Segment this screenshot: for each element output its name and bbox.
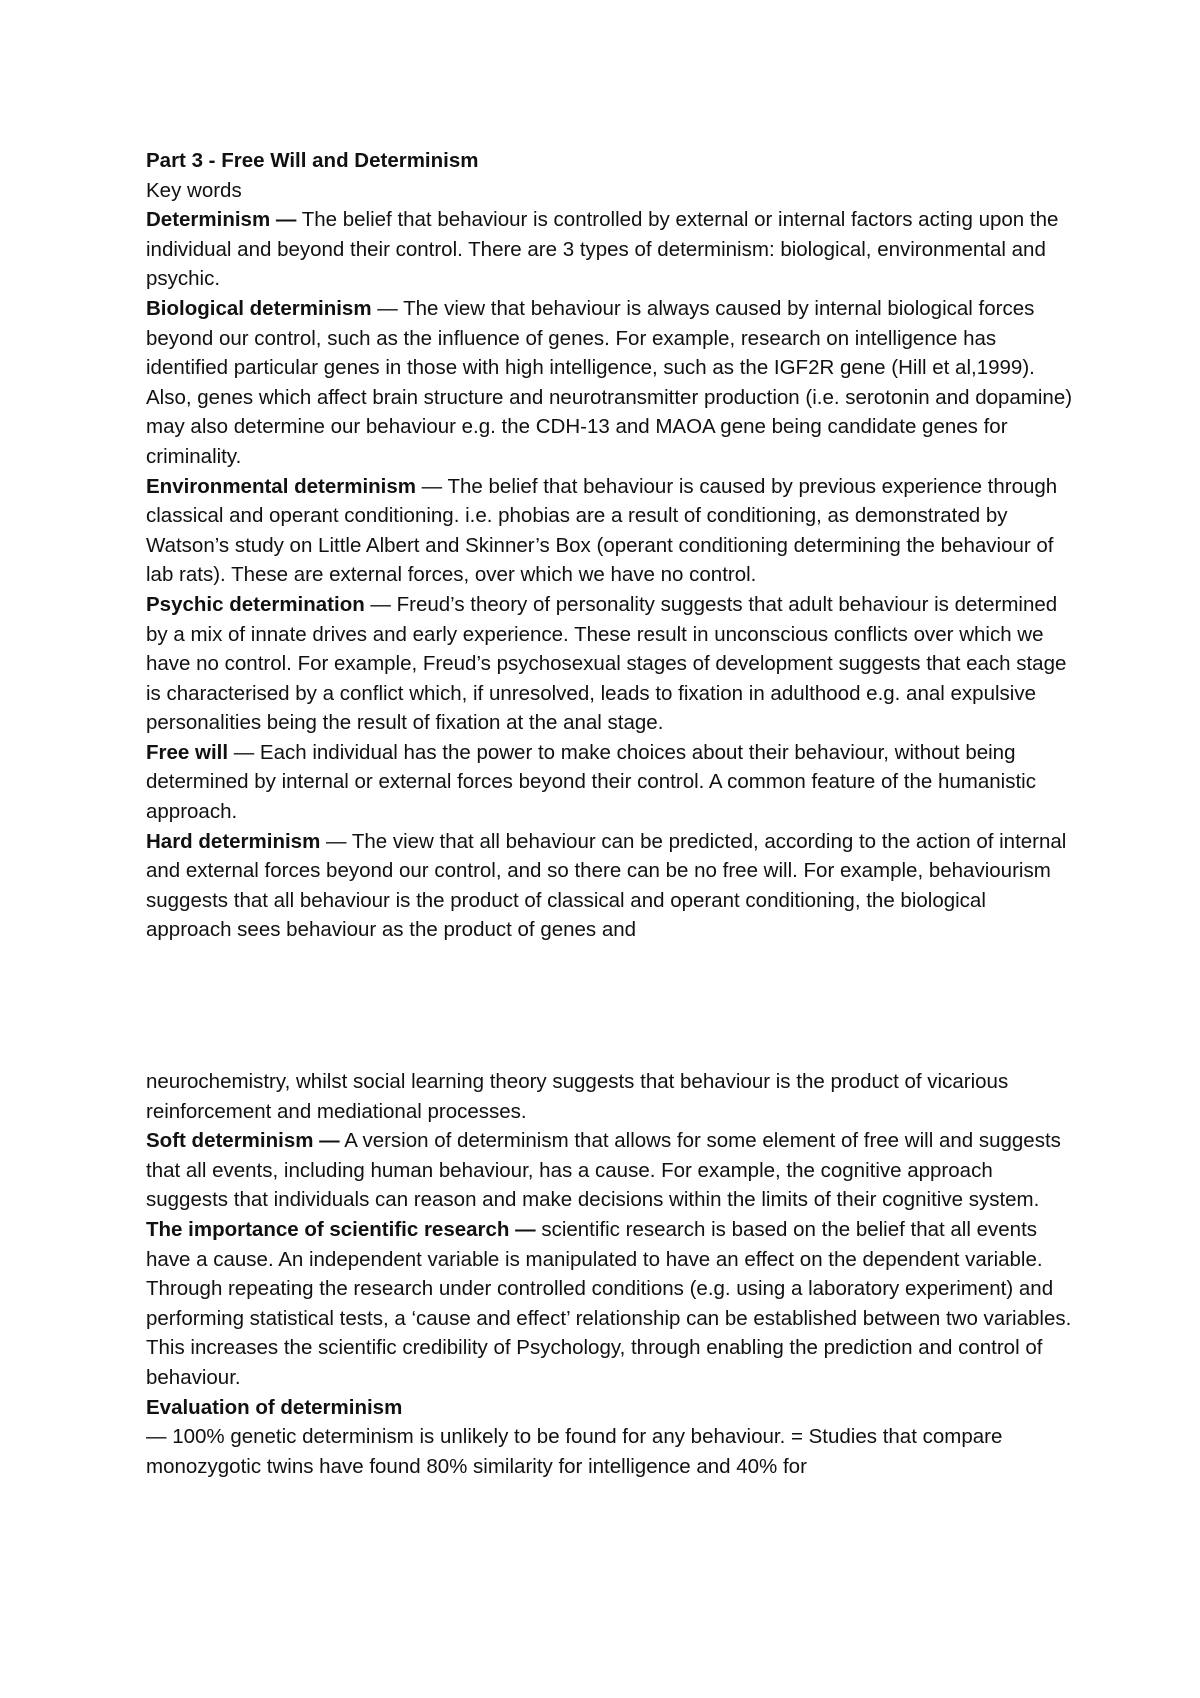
document-page [146, 146, 1076, 1481]
page-break-gap [146, 945, 1076, 1067]
entry-text: — The view that behaviour is always caused by internal biological forces beyond our control, such as the influence of genes. For example, research on intelligence has identified particular genes in those with high intelligence, such as the IGF2R gene (Hill et al,1999). Also, genes which affect brain structure and neurotransmitter production (i.e. serotonin and dopamine) may also determine our behaviour e.g. the CDH-13 and MAOA gene being candidate genes for criminality. [146, 296, 1073, 468]
entry-text: A version of determinism that allows for some element of free will and suggests that all events, including human behaviour, has a cause. For example, the cognitive approach suggests that individuals can reason and make decisions within the limits of their cognitive system. [146, 1129, 1061, 1212]
entry-term: Determinism — [146, 208, 297, 232]
evaluation-heading: Evaluation of determinism [146, 1395, 403, 1419]
entry-soft-determinism [146, 1126, 1076, 1215]
evaluation-text: — 100% genetic determinism is unlikely to be found for any behaviour. = Studies that compare monozygotic twins have found 80% similarity for intelligence and 40% for [146, 1425, 1003, 1478]
entry-text: — The belief that behaviour is caused by previous experience through classical and operant conditioning. i.e. phobias are a result of conditioning, as demonstrated by Watson’s study on Little Albert and Skinner’s Box (operant conditioning determining the behaviour of lab rats). These are external forces, over which we have no control. [146, 474, 1058, 587]
entry-text: The belief that behaviour is controlled by external or internal factors acting upon the individual and beyond their control. There are 3 types of determinism: biological, environmental and psychic. [146, 208, 1059, 291]
entry-term: The importance of scientific research — [146, 1218, 536, 1241]
entry-term: Hard determinism [146, 829, 321, 853]
entry-psychic-determination [146, 590, 1076, 738]
entry-term: Environmental determinism [146, 474, 416, 498]
entry-term: Soft determinism — [146, 1129, 340, 1153]
document-subtitle: Key words [146, 178, 242, 202]
entry-biological-determinism [146, 294, 1076, 472]
entry-free-will [146, 738, 1076, 827]
entry-text: — Each individual has the power to make choices about their behaviour, without being determined by internal or external forces beyond their control. A common feature of the humanistic approach. [146, 740, 1036, 824]
entry-term: Psychic determination [146, 592, 365, 616]
continuation-text: neurochemistry, whilst social learning theory suggests that behaviour is the product of vicarious reinforcement and mediational processes. [146, 1070, 1009, 1123]
entry-text: — Freud’s theory of personality suggests that adult behaviour is determined by a mix of innate drives and early experience. These result in unconscious conflicts over which we have no control. For example, Freud’s psychosexual stages of development suggests that each stage is characterised by a conflict which, if unresolved, leads to fixation in adulthood e.g. anal expulsive personalities being the result of fixation at the anal stage. [146, 592, 1067, 735]
document-title: Part 3 - Free Will and Determinism [146, 149, 479, 172]
entry-hard-determinism [146, 827, 1076, 945]
entry-term: Biological determinism [146, 296, 372, 320]
entry-scientific-research [146, 1215, 1076, 1393]
entry-text: scientific research is based on the belief that all events have a cause. An independent variable is manipulated to have an effect on the dependent variable. Through repeating the research under controlled conditions (e.g. using a laboratory experiment) and performing statistical tests, a ‘cause and effect’ relationship can be established between two variables. This increases the scientific credibility of Psychology, through enabling the prediction and control of behaviour. [146, 1218, 1072, 1389]
entry-text: — The view that all behaviour can be predicted, according to the action of internal and external forces beyond our control, and so there can be no free will. For example, behaviourism suggests that all behaviour is the product of classical and operant conditioning, the biological approach sees behaviour as the product of genes and [146, 829, 1067, 942]
entry-determinism [146, 205, 1076, 294]
entry-environmental-determinism [146, 472, 1076, 590]
entry-term: Free will [146, 740, 229, 764]
